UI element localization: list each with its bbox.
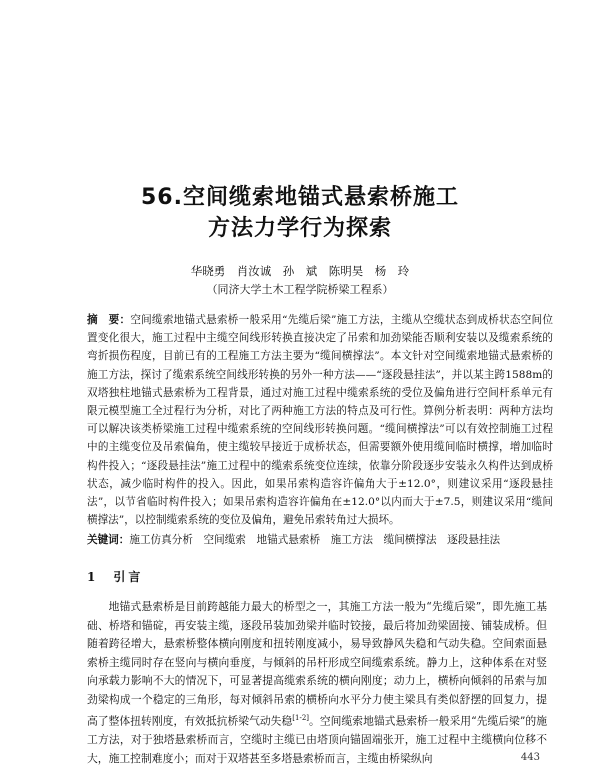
paper-title-line-2: 方法力学行为探索 bbox=[207, 216, 392, 241]
paper-affiliation: （同济大学土木工程学院桥梁工程系） bbox=[206, 283, 394, 296]
keywords-text: 施工仿真分析 空间缆索 地锚式悬索桥 施工方法 缆间横撑法 逐段悬挂法 bbox=[129, 534, 501, 546]
body-paragraph bbox=[87, 598, 547, 765]
keywords-line bbox=[87, 531, 553, 549]
body-text: 地锚式悬索桥是目前跨越能力最大的桥型之一，其施工方法一般为“先缆后梁”，即先施工基础、桥塔和锚碇，再安装主缆，逐段吊装加劲梁并临时铰接，最后将加劲梁固接、铺装成桥。但随着跨径增大，悬索桥整体横向刚度和扭转刚度减小，易导致静风失稳和气动失稳。空间索面悬索桥主缆同时存在竖向与横向垂度，与倾斜的吊杆形成空间缆索系统。静力上，这种体系在对竖向承载力影响不大的情况下，可显著提高缆索系统的横向刚度；动力上，横桥向倾斜的吊索与加劲梁构成一个稳定的三角形，每对倾斜吊索的横桥向水平分力使主梁具有类似舒摆的回复力，提高了整体扭转刚度，有效抵抗桥梁气动失稳 bbox=[87, 600, 547, 728]
body-text-continued: 。空间缆索地锚式悬索桥一般采用“先缆后梁”的施工方法，对于独塔悬索桥而言，空缆时主缆已由塔顶向锚固端张开，施工过程中主缆横向位移不大，施工控制难度小；而对于双塔甚至多塔悬索桥而言，主缆由桥梁纵向 bbox=[87, 714, 547, 765]
abstract-text: 空间缆索地锚式悬索桥一般采用“先缆后梁”施工方法，主缆从空缆状态到成桥状态空间位置变化很大，施工过程中主缆空间线形转换直接决定了吊索和加劲梁能否顺利安装以及缆索系统的弯折损伤程度，目前已有的工程施工方法主要为“缆间横撑法”。本文针对空间缆索地锚式悬索桥的施工方法，探讨了缆索系统空间线形转换的另外一种方法——“逐段悬挂法”，并以某主跨1588m的双塔独柱地锚式悬索桥为工程背景，通过对施工过程中缆索系统的受位及偏角进行空间杆系单元有限元模型施工全过程行为分析，对比了两种施工方法的特点及可行性。算例分析表明：两种方法均可以解决该类桥梁施工过程中缆索系统的空间线形转换问题。“缆间横撑法”可以有效控制施工过程中的主缆变位及吊索偏角，使主缆较早接近于成桥状态，但需要额外使用缆间临时横撑，增加临时构件投入；“逐段悬挂法”施工过程中的缆索系统变位连续，依靠分阶段逐步安装永久构件达到成桥状态，减少临时构件的投入。因此，如果吊索构造容许偏角大于±12.0°，则建议采用“逐段悬挂法”，以节省临时构件投入；如果吊索构造容许偏角在±12.0°以内而大于±7.5，则建议采用“缆间横撑法”，以控制缆索系统的变位及偏角，避免吊索转角过大损坏。 bbox=[87, 314, 553, 527]
paper-authors: 华晓勇 肖汝诚 孙 斌 陈明昊 杨 玲 bbox=[190, 264, 410, 278]
section-heading-introduction: 1 引言 bbox=[87, 570, 144, 584]
page-number: 443 bbox=[520, 752, 540, 763]
abstract-paragraph bbox=[87, 311, 553, 529]
paper-title-line-1: 56.空间缆索地锚式悬索桥施工 bbox=[141, 185, 459, 210]
keywords-label: 关键词： bbox=[87, 534, 130, 546]
citation-reference: [1-2] bbox=[292, 714, 310, 722]
abstract-label: 摘 要： bbox=[87, 314, 131, 326]
